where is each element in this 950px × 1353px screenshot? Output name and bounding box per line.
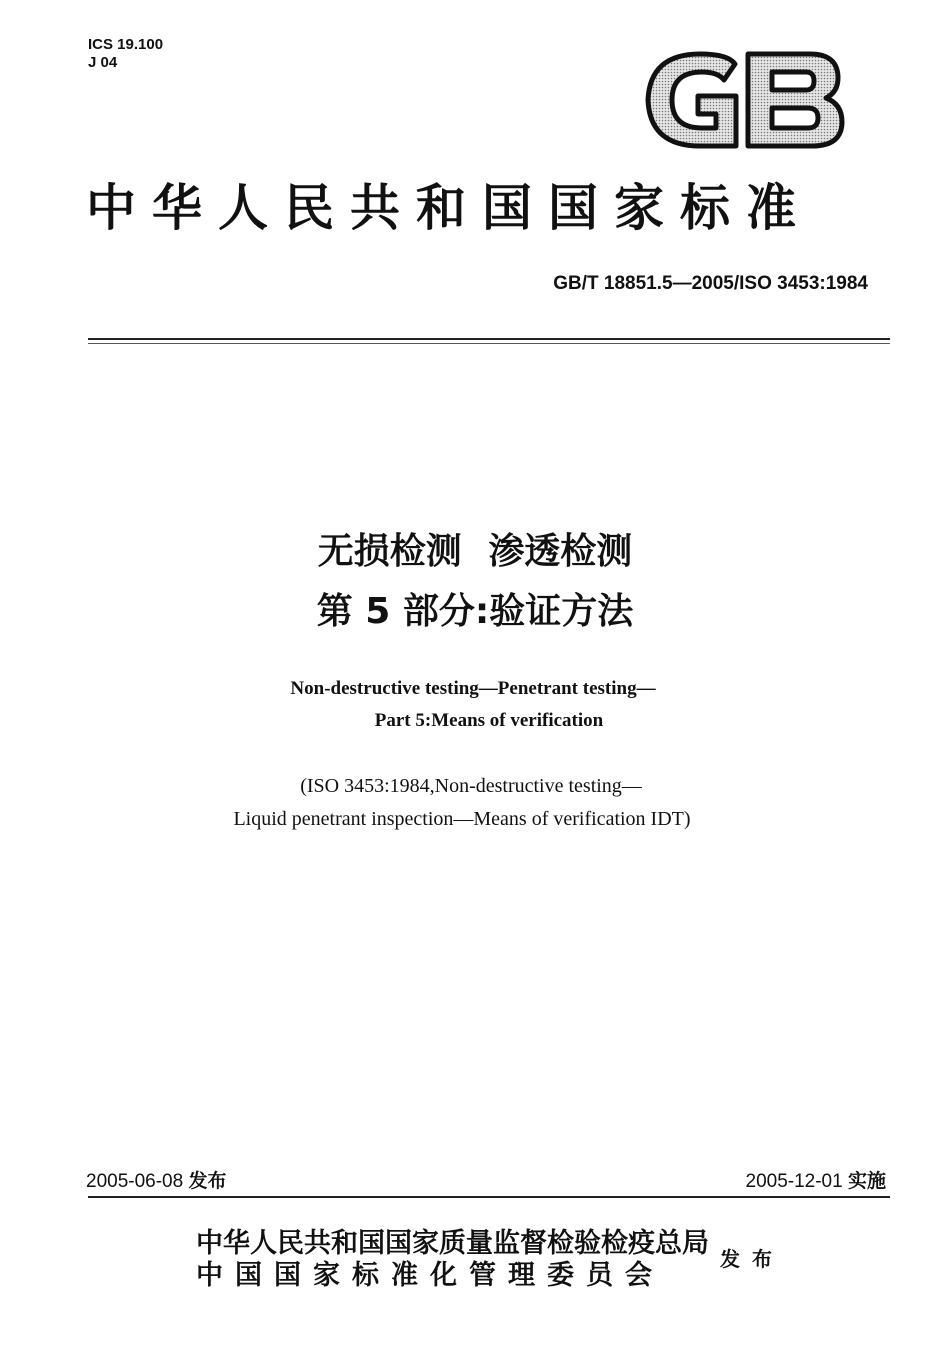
effective-date xyxy=(746,1168,887,1195)
effective-date-value: 2005-12-01 xyxy=(745,1171,843,1192)
chinese-title-line-1: 无损检测 渗透检测 xyxy=(317,531,633,572)
iso-reference-line-1: (ISO 3453:1984,Non-destructive testing— xyxy=(300,775,642,797)
gb-logo xyxy=(640,50,845,150)
chinese-title-line-2: 第 5 部分:验证方法 xyxy=(316,591,634,632)
footer-rule xyxy=(88,1196,890,1198)
iso-reference-line-2: Liquid penetrant inspection—Means of verification IDT) xyxy=(233,808,691,830)
issue-date xyxy=(86,1168,227,1195)
english-title-line-2: Part 5:Means of verification xyxy=(374,710,604,731)
header-rule xyxy=(88,338,890,340)
header-rule-thin xyxy=(88,343,890,344)
effective-date-label: 实施 xyxy=(847,1170,886,1192)
publish-label: 发布 xyxy=(720,1247,784,1271)
national-standard-title: 中华人民共和国国家标准 xyxy=(86,179,812,237)
issuer-aqsiq: 中华人民共和国国家质量监督检验检疫总局 xyxy=(196,1228,709,1259)
issue-date-value: 2005-06-08 xyxy=(86,1171,184,1192)
standard-number: GB/T 18851.5—2005/ISO 3453:1984 xyxy=(553,273,868,294)
issuer-sac: 中国国家标准化管理委员会 xyxy=(196,1260,664,1291)
issue-date-label: 发布 xyxy=(188,1170,227,1192)
ics-code: ICS 19.100 xyxy=(88,36,164,53)
english-title-line-1: Non-destructive testing—Penetrant testing— xyxy=(290,678,656,699)
classification-code: J 04 xyxy=(88,54,118,71)
